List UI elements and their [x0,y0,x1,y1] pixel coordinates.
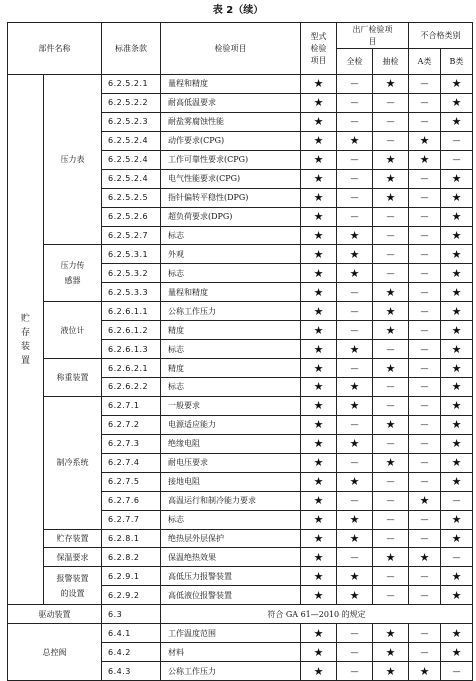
header-part-name: 部件名称 [8,23,102,75]
test-item-cell: 高低压力报警装置 [161,567,301,586]
class-b-mark-star: ★ [441,188,473,207]
header-nonconformity: 不合格类别 [409,23,473,49]
class-b-mark-star: ★ [441,207,473,226]
factory-sample-mark-dash: — [373,396,409,415]
class-b-mark-star: ★ [441,226,473,245]
class-b-mark-star: ★ [441,93,473,112]
class-a-mark-star: ★ [409,548,441,567]
standard-clause-cell: 6.2.6.1.3 [102,340,161,359]
test-item-cell: 标志 [161,264,301,283]
factory-full-mark-dash: — [337,75,373,94]
factory-full-mark-dash: — [337,302,373,321]
class-a-mark-dash: — [409,283,441,302]
class-a-mark-dash: — [409,93,441,112]
class-b-mark-star: ★ [441,321,473,340]
type-test-mark-star: ★ [301,245,337,264]
class-b-mark-star: ★ [441,415,473,434]
type-test-mark-star: ★ [301,340,337,359]
test-item-cell: 耐盐雾腐蚀性能 [161,112,301,131]
type-test-mark-star: ★ [301,112,337,131]
inspection-table [7,22,473,681]
standard-clause-cell: 6.2.5.2.6 [102,207,161,226]
table-row [8,396,473,415]
factory-full-mark-star: ★ [337,378,373,397]
factory-full-mark-dash: — [337,359,373,378]
class-b-mark-star: ★ [441,624,473,643]
factory-sample-mark-star: ★ [373,624,409,643]
type-test-mark-star: ★ [301,624,337,643]
factory-sample-mark-star: ★ [373,169,409,188]
table-row-drive-device [8,605,473,624]
standard-clause-cell: 6.2.7.7 [102,510,161,529]
standard-clause-cell: 6.2.5.2.7 [102,226,161,245]
standard-clause-cell: 6.2.5.3.1 [102,245,161,264]
class-a-mark-dash: — [409,112,441,131]
class-a-mark-dash: — [409,510,441,529]
class-a-mark-dash: — [409,188,441,207]
standard-clause-cell: 6.2.5.3.2 [102,264,161,283]
header-factory-full: 全检 [337,49,373,75]
section-label-char: 装 [20,341,30,352]
factory-full-mark-dash: — [337,188,373,207]
factory-full-mark-dash: — [337,491,373,510]
factory-sample-mark-star: ★ [373,415,409,434]
class-b-mark-star: ★ [441,586,473,605]
class-a-mark-dash: — [409,226,441,245]
factory-sample-mark-star: ★ [373,453,409,472]
type-test-mark-star: ★ [301,75,337,94]
standard-clause-cell: 6.2.7.6 [102,491,161,510]
table-row [8,359,473,378]
type-test-mark-star: ★ [301,491,337,510]
factory-sample-mark-star: ★ [373,75,409,94]
standard-clause-cell: 6.2.5.2.1 [102,75,161,94]
test-item-cell: 材料 [161,643,301,662]
factory-full-mark-dash: — [337,415,373,434]
class-b-mark-star: ★ [441,245,473,264]
standard-clause-cell: 6.2.7.2 [102,415,161,434]
class-b-mark-dash: — [441,150,473,169]
type-test-mark-star: ★ [301,453,337,472]
type-test-mark-star: ★ [301,169,337,188]
type-test-mark-star: ★ [301,586,337,605]
class-b-mark-dash: — [441,491,473,510]
factory-full-mark-dash: — [337,169,373,188]
standard-clause-cell: 6.2.7.5 [102,472,161,491]
section-storage-device [8,75,44,605]
group-level-gauge: 液位计 [44,302,102,359]
group-storage-device: 贮存装置 [44,529,102,548]
factory-full-mark-dash: — [337,643,373,662]
factory-sample-mark-star: ★ [373,662,409,681]
factory-full-mark-dash: — [337,93,373,112]
class-b-mark-star: ★ [441,302,473,321]
class-b-mark-star: ★ [441,75,473,94]
test-item-cell: 精度 [161,359,301,378]
factory-full-mark-star: ★ [337,226,373,245]
standard-clause-cell: 6.2.7.4 [102,453,161,472]
factory-full-mark-dash: — [337,321,373,340]
type-test-mark-star: ★ [301,415,337,434]
test-item-cell: 耐高低温要求 [161,93,301,112]
factory-full-mark-star: ★ [337,434,373,453]
group-drive-device: 驱动装置 [8,605,102,624]
factory-full-mark-dash: — [337,207,373,226]
factory-full-mark-star: ★ [337,472,373,491]
factory-sample-mark-dash: — [373,434,409,453]
class-a-mark-dash: — [409,264,441,283]
group-label-line: 感器 [64,276,81,286]
test-item-cell: 耐电压要求 [161,453,301,472]
standard-clause-cell: 6.4.1 [102,624,161,643]
factory-sample-mark-star: ★ [373,643,409,662]
header-standard-clause: 标准条款 [102,23,161,75]
class-a-mark-dash: — [409,245,441,264]
type-test-mark-star: ★ [301,662,337,681]
class-b-mark-star: ★ [441,434,473,453]
standard-clause-cell: 6.4.3 [102,662,161,681]
factory-sample-mark-dash: — [373,340,409,359]
factory-full-mark-star: ★ [337,510,373,529]
type-test-mark-star: ★ [301,283,337,302]
factory-full-mark-star: ★ [337,567,373,586]
test-item-cell: 工作可靠性要求(CPG) [161,150,301,169]
factory-sample-mark-dash: — [373,378,409,397]
test-item-cell: 电气性能要求(CPG) [161,169,301,188]
table-body [8,75,473,681]
factory-sample-mark-star: ★ [373,359,409,378]
table-row [8,529,473,548]
factory-sample-mark-dash: — [373,586,409,605]
test-item-cell: 标志 [161,510,301,529]
group-pressure-gauge: 压力表 [44,75,102,245]
factory-full-mark-dash: — [337,150,373,169]
class-a-mark-dash: — [409,453,441,472]
class-b-mark-dash: — [441,131,473,150]
standard-clause-cell: 6.2.9.1 [102,567,161,586]
standard-clause-cell: 6.2.6.1.1 [102,302,161,321]
class-a-mark-star: ★ [409,150,441,169]
test-item-cell: 量程和精度 [161,75,301,94]
type-test-mark-star: ★ [301,226,337,245]
class-a-mark-dash: — [409,75,441,94]
test-item-cell: 动作要求(CPG) [161,131,301,150]
factory-sample-mark-dash: — [373,112,409,131]
type-test-mark-star: ★ [301,131,337,150]
test-item-cell: 工作温度范围 [161,624,301,643]
class-a-mark-dash: — [409,340,441,359]
type-test-mark-star: ★ [301,643,337,662]
class-a-mark-dash: — [409,415,441,434]
group-label-line: 报警装置 [56,573,89,583]
factory-sample-mark-dash: — [373,93,409,112]
class-a-mark-dash: — [409,643,441,662]
type-test-mark-star: ★ [301,396,337,415]
factory-full-mark-star: ★ [337,396,373,415]
type-test-mark-star: ★ [301,302,337,321]
type-test-mark-star: ★ [301,472,337,491]
class-b-mark-star: ★ [441,643,473,662]
standard-clause-cell: 6.2.5.2.2 [102,93,161,112]
test-item-cell: 保温绝热效果 [161,548,301,567]
header-test-item: 检验项目 [161,23,301,75]
standard-clause-cell: 6.2.5.2.4 [102,131,161,150]
header-factory-test: 出厂检验项目 [337,23,409,49]
test-item-cell: 超负荷要求(DPG) [161,207,301,226]
group-weighing-device: 称重装置 [44,359,102,397]
section-label-char: 贮 [20,313,30,324]
type-test-mark-star: ★ [301,529,337,548]
factory-sample-mark-star: ★ [373,188,409,207]
standard-clause-cell: 6.2.5.2.4 [102,169,161,188]
table-row [8,567,473,586]
factory-sample-mark-dash: — [373,207,409,226]
class-a-mark-star: ★ [409,491,441,510]
standard-clause-cell: 6.2.5.2.3 [102,112,161,131]
test-item-cell: 精度 [161,321,301,340]
factory-sample-mark-dash: — [373,510,409,529]
factory-full-mark-star: ★ [337,131,373,150]
test-item-cell: 标志 [161,340,301,359]
class-b-mark-star: ★ [441,396,473,415]
class-b-mark-star: ★ [441,472,473,491]
standard-clause-cell: 6.4.2 [102,643,161,662]
type-test-mark-star: ★ [301,264,337,283]
group-pressure-sensor [44,245,102,302]
class-a-mark-dash: — [409,624,441,643]
class-b-mark-star: ★ [441,112,473,131]
table-row [8,75,473,94]
factory-sample-mark-dash: — [373,245,409,264]
factory-full-mark-star: ★ [337,586,373,605]
factory-sample-mark-star: ★ [373,321,409,340]
test-item-cell: 绝缘电阻 [161,434,301,453]
type-test-mark-star: ★ [301,548,337,567]
type-test-mark-star: ★ [301,207,337,226]
test-item-cell: 量程和精度 [161,283,301,302]
type-test-mark-star: ★ [301,93,337,112]
header-factory-sample: 抽检 [373,49,409,75]
table-row [8,245,473,264]
drive-device-note: 符合 GA 61—2010 的规定 [161,605,473,624]
header-class-a: A类 [409,49,441,75]
standard-clause-cell: 6.2.6.2.2 [102,378,161,397]
factory-full-mark-dash: — [337,548,373,567]
section-label-char: 置 [20,355,30,366]
standard-clause-cell: 6.2.6.1.2 [102,321,161,340]
test-item-cell: 外观 [161,245,301,264]
factory-full-mark-dash: — [337,453,373,472]
class-a-mark-dash: — [409,359,441,378]
factory-sample-mark-star: ★ [373,302,409,321]
class-a-mark-dash: — [409,169,441,188]
standard-clause-cell: 6.2.8.2 [102,548,161,567]
class-a-mark-dash: — [409,567,441,586]
factory-sample-mark-dash: — [373,529,409,548]
standard-clause-cell: 6.2.5.2.5 [102,188,161,207]
factory-full-mark-dash: — [337,662,373,681]
header-type-test: 型式检验项目 [301,23,337,75]
factory-sample-mark-star: ★ [373,548,409,567]
class-b-mark-star: ★ [441,378,473,397]
group-label-line: 的设置 [60,588,85,598]
standard-clause-cell: 6.2.7.3 [102,434,161,453]
test-item-cell: 一般要求 [161,396,301,415]
section-label-char: 存 [20,327,30,338]
test-item-cell: 标志 [161,226,301,245]
factory-sample-mark-dash: — [373,472,409,491]
class-b-mark-star: ★ [441,359,473,378]
class-b-mark-star: ★ [441,283,473,302]
group-insulation: 保温要求 [44,548,102,567]
test-item-cell: 指针偏转平稳性(DPG) [161,188,301,207]
class-a-mark-star: ★ [409,662,441,681]
standard-clause-cell: 6.2.5.2.4 [102,150,161,169]
test-item-cell: 接地电阻 [161,472,301,491]
type-test-mark-star: ★ [301,321,337,340]
group-alarm-device [44,567,102,605]
test-item-cell: 标志 [161,378,301,397]
factory-sample-mark-dash: — [373,567,409,586]
class-a-mark-dash: — [409,207,441,226]
class-b-mark-star: ★ [441,529,473,548]
factory-full-mark-dash: — [337,624,373,643]
class-b-mark-dash: — [441,662,473,681]
class-b-mark-star: ★ [441,264,473,283]
type-test-mark-star: ★ [301,150,337,169]
class-b-mark-star: ★ [441,453,473,472]
type-test-mark-star: ★ [301,434,337,453]
table-row [8,548,473,567]
header-class-b: B类 [441,49,473,75]
class-a-mark-dash: — [409,396,441,415]
group-label-line: 压力传 [60,261,85,271]
test-item-cell: 公称工作压力 [161,302,301,321]
standard-clause-cell: 6.2.9.2 [102,586,161,605]
class-a-mark-dash: — [409,378,441,397]
type-test-mark-star: ★ [301,567,337,586]
factory-full-mark-star: ★ [337,529,373,548]
class-b-mark-star: ★ [441,567,473,586]
factory-full-mark-star: ★ [337,340,373,359]
type-test-mark-star: ★ [301,510,337,529]
table-row [8,302,473,321]
standard-clause-cell: 6.2.6.2.1 [102,359,161,378]
type-test-mark-star: ★ [301,188,337,207]
factory-sample-mark-star: ★ [373,283,409,302]
class-a-mark-dash: — [409,586,441,605]
class-a-mark-dash: — [409,434,441,453]
standard-clause-cell: 6.3 [102,605,161,624]
group-refrigeration-system: 制冷系统 [44,396,102,529]
test-item-cell: 高温运行和制冷能力要求 [161,491,301,510]
factory-sample-mark-dash: — [373,226,409,245]
table-row [8,624,473,643]
factory-full-mark-star: ★ [337,245,373,264]
factory-sample-mark-dash: — [373,264,409,283]
table-caption: 表 2（续） [212,5,264,16]
standard-clause-cell: 6.2.5.3.3 [102,283,161,302]
class-b-mark-star: ★ [441,510,473,529]
standard-clause-cell: 6.2.7.1 [102,396,161,415]
class-a-mark-dash: — [409,472,441,491]
standard-clause-cell: 6.2.8.1 [102,529,161,548]
factory-sample-mark-dash: — [373,491,409,510]
class-a-mark-dash: — [409,529,441,548]
class-b-mark-dash: — [441,548,473,567]
test-item-cell: 高低液位报警装置 [161,586,301,605]
factory-full-mark-dash: — [337,112,373,131]
class-a-mark-dash: — [409,302,441,321]
class-a-mark-star: ★ [409,131,441,150]
factory-full-mark-star: ★ [337,264,373,283]
factory-sample-mark-star: ★ [373,150,409,169]
test-item-cell: 电源适应能力 [161,415,301,434]
type-test-mark-star: ★ [301,378,337,397]
test-item-cell: 公称工作压力 [161,662,301,681]
class-a-mark-dash: — [409,321,441,340]
test-item-cell: 绝热层外层保护 [161,529,301,548]
class-b-mark-star: ★ [441,169,473,188]
factory-sample-mark-dash: — [373,131,409,150]
group-master-valve: 总控阀 [8,624,102,681]
factory-full-mark-dash: — [337,283,373,302]
type-test-mark-star: ★ [301,359,337,378]
class-b-mark-star: ★ [441,340,473,359]
